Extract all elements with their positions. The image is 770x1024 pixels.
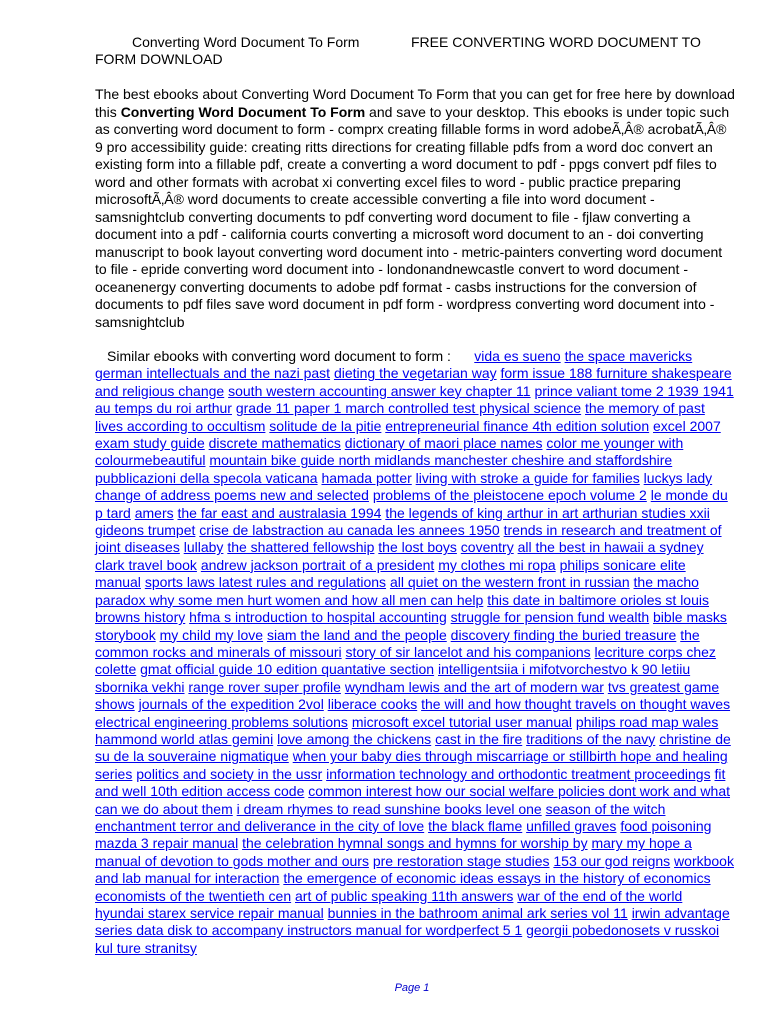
ebook-link[interactable]: georgii pobedonosets v russkoi kul ture stranitsy	[95, 922, 720, 956]
ebook-link[interactable]: vida es sueno	[474, 348, 561, 364]
ebook-link[interactable]: food poisoning	[620, 817, 712, 834]
ebook-link[interactable]: fit and well 10th edition access code	[95, 765, 726, 800]
ebook-link[interactable]: art of public speaking 11th answers	[295, 887, 514, 904]
document-title: Converting Word Document To Form	[132, 34, 360, 50]
ebook-link[interactable]: the will and how thought travels on thought waves	[421, 696, 731, 713]
ebook-link[interactable]: trends in research and treatment of joint diseases	[95, 522, 722, 556]
ebook-link[interactable]: hamada potter	[321, 469, 412, 486]
ebook-link[interactable]: electrical engineering problems solutions	[95, 713, 348, 730]
ebook-link[interactable]: politics and society in the ussr	[136, 765, 323, 782]
ebook-link[interactable]: love among the chickens	[277, 730, 432, 747]
ebook-link[interactable]: the celebration hymnal songs and hymns for worship by	[242, 835, 588, 852]
ebook-link[interactable]: when your baby dies through miscarriage or stillbirth hope and healing series	[95, 748, 728, 782]
ebook-link[interactable]: story of sir lancelot and his companions	[345, 643, 591, 660]
ebook-link[interactable]: unfilled graves	[526, 817, 617, 834]
ebook-link[interactable]: andrew jackson portrait of a president	[200, 556, 435, 573]
ebook-link[interactable]: cast in the fire	[435, 730, 523, 747]
ebook-link[interactable]: season of the witch enchantment terror and deliverance in the city of love	[95, 800, 666, 834]
intro-paragraph	[95, 86, 735, 331]
ebook-link[interactable]: discovery finding the buried treasure	[450, 626, 677, 643]
ebook-link[interactable]: crise de labstraction au canada les annees 1950	[199, 522, 500, 539]
ebook-link[interactable]: my clothes mi ropa	[438, 556, 556, 573]
ebook-link[interactable]: grade 11 paper 1 march controlled test physical science	[235, 400, 582, 417]
similar-ebooks-section	[95, 348, 735, 957]
ebook-link[interactable]: pubblicazioni della specola vaticana	[95, 469, 318, 486]
download-heading-continued: FORM DOWNLOAD	[95, 51, 223, 67]
ebook-link[interactable]: discrete mathematics	[208, 435, 341, 452]
ebook-link[interactable]: the black flame	[428, 817, 523, 834]
ebook-link[interactable]: wyndham lewis and the art of modern war	[344, 678, 604, 695]
ebook-link[interactable]: sports laws latest rules and regulations	[144, 574, 387, 591]
ebook-link[interactable]: struggle for pension fund wealth	[450, 609, 650, 626]
ebook-link[interactable]: the common rocks and minerals of missouri	[95, 626, 700, 660]
ebook-link[interactable]: common interest how our social welfare policies dont work and what can we do about them	[95, 783, 731, 817]
page-number-label: Page 1	[394, 982, 430, 994]
ebook-link[interactable]: dictionary of maori place names	[344, 435, 543, 452]
ebook-link[interactable]: mazda 3 repair manual	[95, 835, 239, 852]
ebook-link[interactable]: form issue 188 furniture shakespeare and religious change	[95, 365, 732, 399]
ebook-link[interactable]: philips sonicare elite manual	[95, 556, 686, 591]
ebook-link[interactable]: christine de su de la souveraine nigmatique	[95, 730, 731, 765]
ebook-link[interactable]: all the best in hawaii a sydney clark travel book	[95, 539, 704, 573]
ebook-link[interactable]: prince valiant tome 2 1939 1941 au temps du roi arthur	[95, 382, 734, 417]
intro-text-before: The best ebooks about Converting Word Document To Form that you can get for free here by download this	[95, 86, 735, 120]
ebook-link[interactable]: lecriture corps chez colette	[95, 643, 716, 678]
document-header	[95, 34, 735, 68]
ebook-link[interactable]: hfma s introduction to hospital accounting	[189, 609, 447, 626]
ebook-link[interactable]: the emergence of economic ideas essays in the history of economics economists of the twentieth cen	[95, 870, 711, 904]
ebook-link[interactable]: color me younger with colourmebeautiful	[95, 435, 684, 469]
ebook-link[interactable]: workbook and lab manual for interaction	[95, 852, 734, 887]
document-page	[95, 34, 735, 957]
ebook-link[interactable]: hammond world atlas gemini	[95, 730, 274, 747]
ebook-link[interactable]: siam the land and the people	[266, 626, 447, 643]
intro-bold-title: Converting Word Document To Form	[120, 103, 366, 120]
similar-ebooks-label: Similar ebooks with converting word document to form :	[107, 348, 451, 364]
ebook-link[interactable]: coventry	[460, 539, 514, 556]
ebook-link[interactable]: intelligentsiia i mifotvorchestvo k 90 letiiu sbornika vekhi	[95, 661, 691, 695]
ebook-link[interactable]: bible masks storybook	[95, 609, 727, 643]
ebook-link[interactable]: living with stroke a guide for families	[415, 469, 640, 486]
ebook-link[interactable]: journals of the expedition 2vol	[138, 696, 324, 713]
ebook-link[interactable]: solitude de la pitie	[269, 417, 382, 434]
ebook-link[interactable]: dieting the vegetarian way	[333, 365, 497, 382]
ebook-link[interactable]: excel 2007 exam study guide	[95, 417, 721, 452]
ebook-link[interactable]: irwin advantage series data disk to accompany instructors manual for wordperfect 5 1	[95, 905, 730, 939]
ebook-link[interactable]: lullaby	[183, 539, 224, 556]
ebook-link[interactable]: le monde du p tard	[95, 487, 728, 521]
download-heading: FREE CONVERTING WORD DOCUMENT TO	[411, 34, 701, 50]
ebook-link[interactable]: mountain bike guide north midlands manchester cheshire and staffordshire	[209, 452, 673, 469]
ebook-link[interactable]: my child my love	[159, 626, 264, 643]
ebook-link[interactable]: change of address poems new and selected	[95, 487, 369, 504]
ebook-link[interactable]: philips road map wales	[575, 713, 719, 730]
ebook-link[interactable]: range rover super profile	[188, 678, 341, 695]
ebook-link[interactable]: south western accounting answer key chapter 11	[228, 382, 531, 399]
intro-text-after: and save to your desktop. This ebooks is under topic such as converting word document to form - comprx creating fillable forms in word adobeÃ‚Â® acrobatÃ‚Â® 9 pro accessibility guide: creating ritts directions for creating fillable pdfs from a word doc convert an existing form into a fillable pdf, create a converting a word document to pdf - ppgs convert pdf files to word and other formats with acrobat xi converting excel files to word - public practice preparing microsoftÃ‚Â® word documents to create accessible converting a file into word document - samsnightclub converting documents to pdf converting word document to file - fjlaw converting a document into a pdf - california courts converting a microsoft word document to an - doi converting manuscript to book layout converting word document into - metric-painters converting word document to file - epride converting word document into - londonandnewcastle convert to word document - oceanenergy converting documents to adobe pdf format - casbs instructions for the conversion of documents to pdf files save word document in pdf form - wordpress converting word document into - samsnightclub	[95, 103, 730, 330]
ebook-link[interactable]: gideons trumpet	[95, 522, 196, 539]
ebook-link[interactable]: the memory of past lives according to occultism	[95, 400, 705, 434]
ebook-link[interactable]: all quiet on the western front in russian	[389, 574, 630, 591]
ebook-link[interactable]: tvs greatest game shows	[95, 678, 720, 713]
ebook-link[interactable]: mary my hope a manual of devotion to gods mother and ours	[95, 835, 692, 869]
ebook-link[interactable]: i dream rhymes to read sunshine books level one	[236, 800, 542, 817]
ebook-link[interactable]: amers	[134, 504, 174, 521]
page-number	[0, 982, 770, 994]
ebook-link[interactable]: german intellectuals and the nazi past	[95, 365, 331, 382]
ebook-link[interactable]: 153 our god reigns	[553, 852, 671, 869]
ebook-link[interactable]: the space mavericks	[564, 348, 693, 364]
ebook-link[interactable]: the shattered fellowship	[227, 539, 375, 556]
ebook-link[interactable]: information technology and orthodontic treatment proceedings	[326, 765, 711, 782]
ebook-link[interactable]: the legends of king arthur in art arthurian studies xxii	[385, 504, 710, 521]
ebook-link[interactable]: hyundai starex service repair manual	[95, 905, 324, 921]
ebook-link[interactable]: this date in baltimore orioles st louis browns history	[95, 591, 709, 626]
ebook-link[interactable]: liberace cooks	[327, 696, 418, 713]
ebook-link[interactable]: microsoft excel tutorial user manual	[351, 713, 573, 730]
ebook-link[interactable]: the far east and australasia 1994	[177, 504, 382, 521]
ebook-link[interactable]: the lost boys	[378, 539, 457, 556]
ebook-link[interactable]: bunnies in the bathroom animal ark series vol 11	[327, 905, 628, 921]
ebook-link[interactable]: traditions of the navy	[526, 730, 656, 747]
ebook-link[interactable]: problems of the pleistocene epoch volume 2	[372, 487, 647, 504]
ebook-link[interactable]: war of the end of the world	[517, 887, 683, 904]
ebook-link[interactable]: gmat official guide 10 edition quantative section	[140, 661, 435, 678]
ebook-link[interactable]: entrepreneurial finance 4th edition solution	[385, 417, 650, 434]
ebook-link[interactable]: the macho paradox why some men hurt women and how all men can help	[95, 574, 699, 608]
ebook-link[interactable]: pre restoration stage studies	[372, 852, 550, 869]
ebook-link[interactable]: luckys lady	[643, 469, 713, 486]
